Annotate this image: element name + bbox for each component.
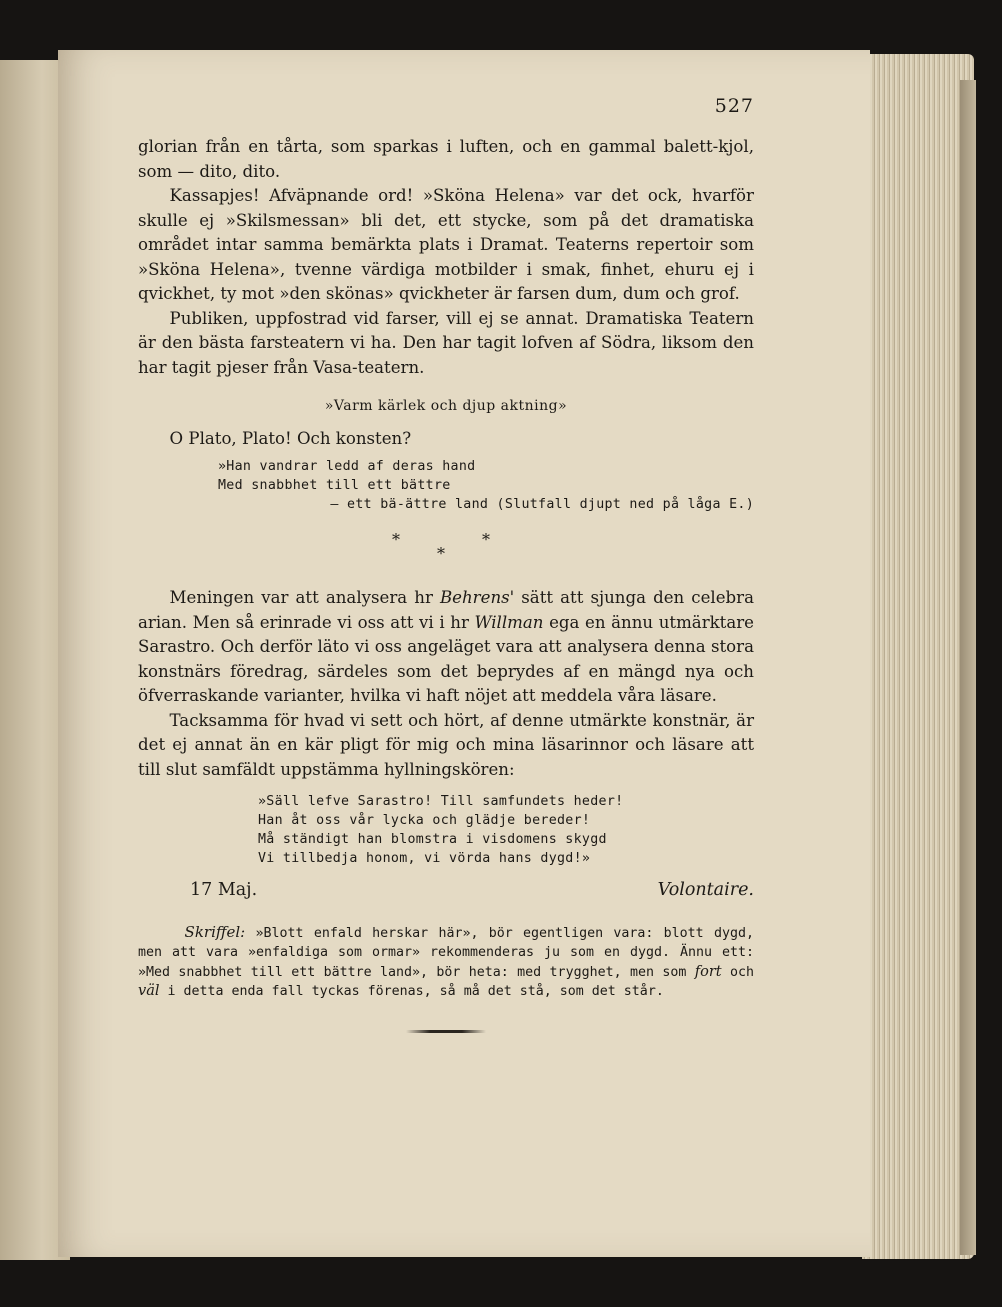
verse-line: Med snabbhet till ett bättre [218, 478, 451, 493]
verse-line: Må ständigt han blomstra i visdomens skygd [258, 832, 607, 847]
signature: Volontaire. [657, 880, 754, 900]
text-run: och [721, 964, 754, 980]
text-run: sätt att sjunga den celebra arian. Men så erinrade vi oss att vi i hr [138, 588, 754, 632]
name-willman: Willman [474, 612, 544, 632]
note-paragraph [138, 923, 754, 1002]
verse-block-2 [258, 792, 754, 868]
paragraph-1: glorian från en tårta, som sparkas i luften, och en gammal balett-kjol, som — dito, dito. [138, 137, 754, 181]
verse-line: Vi tillbedja honom, vi vörda hans dygd!» [258, 851, 591, 866]
text-run: i detta enda fall tyckas förenas, så må det stå, som det står. [159, 984, 664, 999]
paragraph-3: Publiken, uppfostrad vid farser, vill ej se annat. Dramatiska Teatern är den bästa farsteatern vi ha. Den har tagit lofven af Södra, liksom den har tagit pjeser från Vasa-teatern. [138, 308, 754, 377]
page-content [138, 95, 754, 1033]
verse-line: »Säll lefve Sarastro! Till samfundets heder! [258, 794, 624, 809]
asterisk: * [392, 530, 400, 549]
asterisk: * [437, 544, 445, 563]
page-number: 527 [714, 95, 754, 117]
dateline [138, 878, 754, 903]
exclamation-line: O Plato, Plato! Och konsten? [169, 428, 412, 448]
paragraph-2: Kassapjes! Afväpnande ord! »Sköna Helena» var det ock, hvarför skulle ej »Skilsmessan» bli det, ett stycke, som på det dramatiska området intar samma bemärkta plats i Dramat. Teaterns repertoir som »Sköna Helena», tvenne värdiga motbilder i smak, finhet, ehuru ej i qvickhet, ty mot »den skönas» qvickheter är farsen dum, dum och grof. [138, 186, 754, 303]
text-run: ega en ännu utmärktare Sarastro. Och derför läto vi oss angeläget vara att analysera denna stora konstnärs föredrag, särdeles som det beprydes af en mängd nya och öfverraskande varianter, hvilka vi haft nöjet att meddela våra läsare. [138, 612, 754, 705]
verse-line: Han åt oss vår lycka och glädje bereder! [258, 813, 591, 828]
asterisk: * [482, 530, 490, 549]
emphasis-fort: fort [694, 963, 722, 980]
book-page [58, 50, 870, 1257]
note-label: Skriffel: [184, 922, 246, 941]
text-run: Meningen var att analysera hr [169, 588, 440, 607]
name-behrens: Behrens' [439, 588, 515, 607]
closing-ornament-rule [406, 1030, 486, 1033]
book-page-edges [862, 54, 974, 1259]
section-break-asterism [138, 524, 754, 564]
centered-quote: »Varm kärlek och djup aktning» [324, 398, 568, 414]
paragraph-meningen [138, 586, 754, 709]
emphasis-val: väl [138, 983, 160, 999]
date: 17 Maj. [190, 880, 258, 900]
erratum-note [138, 923, 754, 1002]
paragraph-tacksamma: Tacksamma för hvad vi sett och hört, af denne utmärkte konstnär, är det ej annat än en kär pligt för mig och mina läsarinnor och läsare att till slut samfäldt uppstämma hyllningskören: [138, 710, 754, 779]
verse-line: »Han vandrar ledd af deras hand [218, 459, 476, 474]
text-run: »Blott enfald herskar här», bör egentligen vara: blott dygd, men att vara »enfaldiga som ormar» rekommenderas ju som en dygd. Ännu ett: »Med snabbhet till ett bättre land», bör heta: med trygghet, men som [138, 925, 754, 980]
verse-line: — ett bä-ättre land (Slutfall djupt ned på låga E.) [330, 497, 754, 512]
verse-block-1 [218, 457, 754, 514]
body-text [138, 135, 754, 1033]
book-cover-edge [960, 80, 976, 1255]
